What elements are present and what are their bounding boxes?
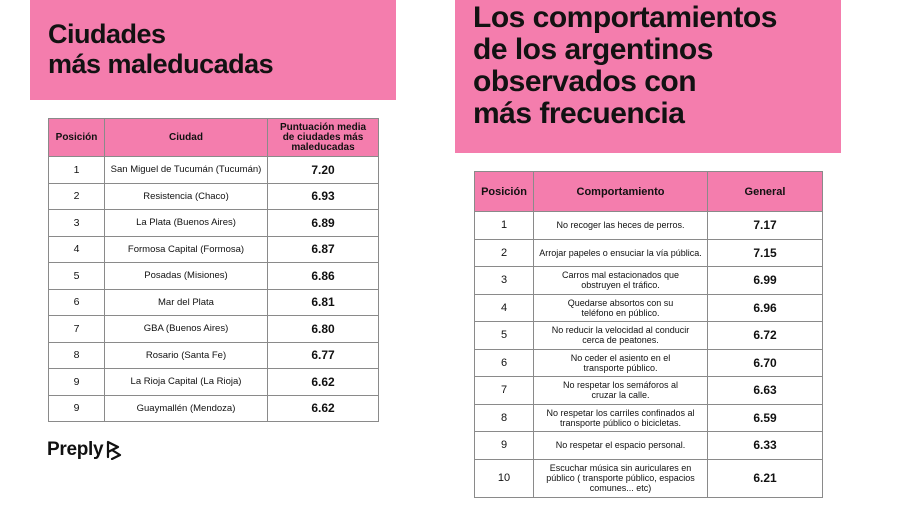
table-row <box>49 369 379 396</box>
table-row <box>475 404 823 432</box>
right-title <box>473 2 777 130</box>
left-title-line-2: más maleducadas <box>48 49 274 79</box>
cell-city: GBA (Buenos Aires) <box>105 316 268 343</box>
cell-behavior: Arrojar papeles o ensuciar la vía pública. <box>534 239 708 267</box>
cell-score: 6.93 <box>268 183 379 210</box>
left-title <box>48 19 273 79</box>
cell-city: La Plata (Buenos Aires) <box>105 210 268 237</box>
cell-position: 4 <box>49 236 105 263</box>
cell-position: 1 <box>475 212 534 240</box>
table-row <box>49 342 379 369</box>
cell-position: 10 <box>475 459 534 497</box>
table-row <box>49 316 379 343</box>
cell-behavior: No reducir la velocidad al conducir cerca de peatones. <box>534 322 708 350</box>
cell-behavior: No respetar los semáforos al cruzar la calle. <box>534 377 708 405</box>
header-position: Posición <box>475 172 534 212</box>
cell-score: 6.62 <box>268 395 379 422</box>
table-row <box>49 157 379 184</box>
cell-position: 9 <box>475 432 534 460</box>
cell-city: La Rioja Capital (La Rioja) <box>105 369 268 396</box>
cell-position: 4 <box>475 294 534 322</box>
cell-position: 9 <box>49 369 105 396</box>
cell-score: 6.87 <box>268 236 379 263</box>
table-row <box>475 459 823 497</box>
cell-position: 1 <box>49 157 105 184</box>
right-title-line-4: más frecuencia <box>473 97 685 130</box>
table-row <box>475 239 823 267</box>
behaviors-table <box>474 171 823 498</box>
cell-score: 6.80 <box>268 316 379 343</box>
table-row <box>475 432 823 460</box>
cell-score: 7.20 <box>268 157 379 184</box>
cell-position: 9 <box>49 395 105 422</box>
cell-score: 6.89 <box>268 210 379 237</box>
right-title-line-2: de los argentinos <box>473 33 713 66</box>
preply-logo <box>47 439 122 461</box>
table-row <box>49 395 379 422</box>
cell-score: 6.21 <box>708 459 823 497</box>
cell-behavior: No ceder el asiento en el transporte público. <box>534 349 708 377</box>
cell-position: 7 <box>475 377 534 405</box>
cell-position: 8 <box>49 342 105 369</box>
preply-mark-icon <box>106 440 122 460</box>
table-row <box>49 183 379 210</box>
cell-position: 6 <box>49 289 105 316</box>
table-header-row <box>49 119 379 157</box>
cell-position: 3 <box>49 210 105 237</box>
table-row <box>49 210 379 237</box>
cell-score: 6.33 <box>708 432 823 460</box>
table-row <box>475 267 823 295</box>
cell-city: Mar del Plata <box>105 289 268 316</box>
cell-score: 6.96 <box>708 294 823 322</box>
cell-behavior: Escuchar música sin auriculares en público ( transporte público, espacios comunes... etc) <box>534 459 708 497</box>
cell-score: 6.63 <box>708 377 823 405</box>
cell-position: 5 <box>475 322 534 350</box>
cell-score: 6.86 <box>268 263 379 290</box>
cell-score: 7.17 <box>708 212 823 240</box>
table-header-row <box>475 172 823 212</box>
cell-score: 7.15 <box>708 239 823 267</box>
cell-score: 6.72 <box>708 322 823 350</box>
table-row <box>475 377 823 405</box>
header-score: Puntuación media de ciudades más maleducadas <box>268 119 379 157</box>
cell-position: 2 <box>49 183 105 210</box>
table-row <box>475 349 823 377</box>
cell-behavior: No respetar los carriles confinados al transporte público o bicicletas. <box>534 404 708 432</box>
cell-position: 6 <box>475 349 534 377</box>
left-title-line-1: Ciudades <box>48 19 166 49</box>
header-city: Ciudad <box>105 119 268 157</box>
header-general: General <box>708 172 823 212</box>
table-row <box>475 294 823 322</box>
table-row <box>475 322 823 350</box>
cell-score: 6.59 <box>708 404 823 432</box>
table-row <box>49 236 379 263</box>
header-behavior: Comportamiento <box>534 172 708 212</box>
cell-city: Posadas (Misiones) <box>105 263 268 290</box>
cell-behavior: Carros mal estacionados que obstruyen el tráfico. <box>534 267 708 295</box>
cell-behavior: No respetar el espacio personal. <box>534 432 708 460</box>
cell-position: 3 <box>475 267 534 295</box>
table-row <box>49 289 379 316</box>
cell-position: 7 <box>49 316 105 343</box>
left-title-banner <box>30 0 396 100</box>
cell-position: 2 <box>475 239 534 267</box>
cell-score: 6.77 <box>268 342 379 369</box>
cell-city: Rosario (Santa Fe) <box>105 342 268 369</box>
cell-position: 5 <box>49 263 105 290</box>
cell-city: Guaymallén (Mendoza) <box>105 395 268 422</box>
right-title-line-3: observados con <box>473 65 697 98</box>
cell-city: San Miguel de Tucumán (Tucumán) <box>105 157 268 184</box>
cell-city: Resistencia (Chaco) <box>105 183 268 210</box>
table-row <box>49 263 379 290</box>
cell-position: 8 <box>475 404 534 432</box>
cell-score: 6.62 <box>268 369 379 396</box>
table-row <box>475 212 823 240</box>
cell-score: 6.81 <box>268 289 379 316</box>
right-title-banner <box>455 0 841 153</box>
cell-behavior: No recoger las heces de perros. <box>534 212 708 240</box>
right-title-line-1: Los comportamientos <box>473 1 777 34</box>
cell-score: 6.99 <box>708 267 823 295</box>
cell-city: Formosa Capital (Formosa) <box>105 236 268 263</box>
cell-score: 6.70 <box>708 349 823 377</box>
cities-table <box>48 118 379 422</box>
cell-behavior: Quedarse absortos con su teléfono en público. <box>534 294 708 322</box>
header-position: Posición <box>49 119 105 157</box>
brand-name: Preply <box>47 439 104 460</box>
